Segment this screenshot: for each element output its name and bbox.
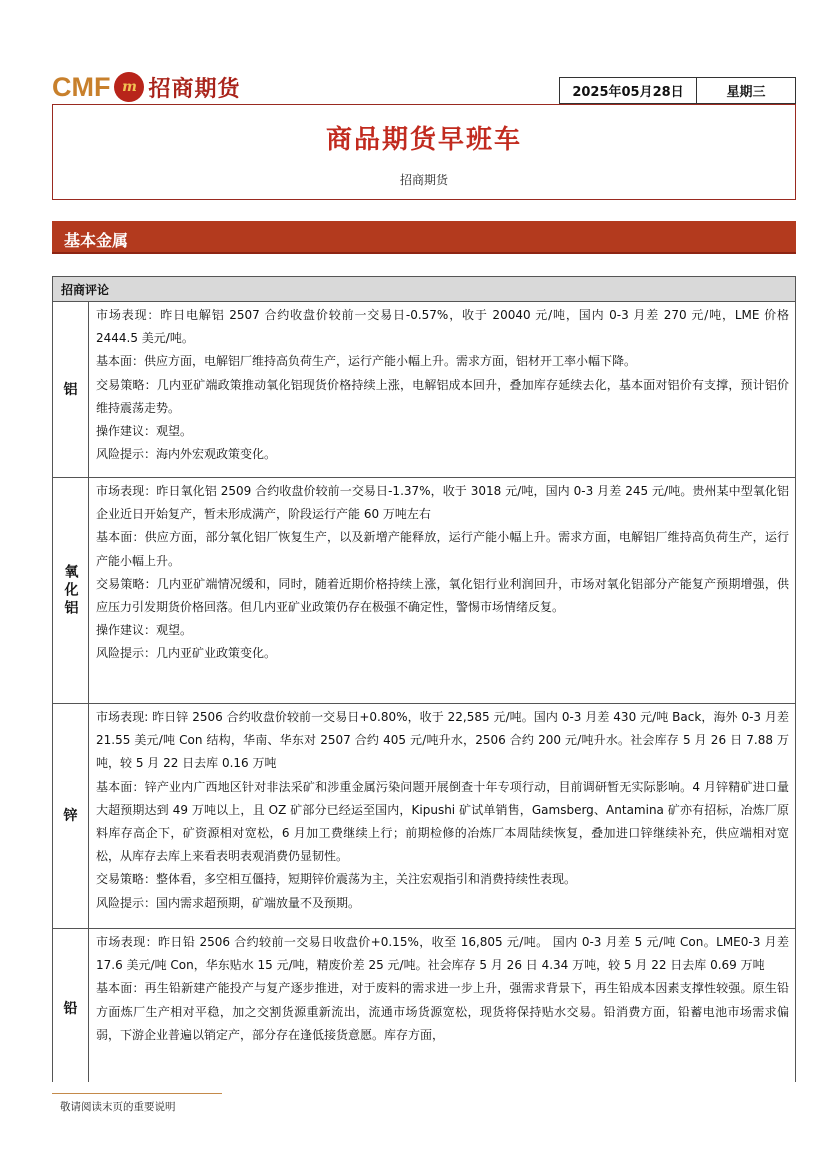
paragraph: 市场表现: 昨日锌 2506 合约收盘价较前一交易日+0.80%，收于 22,585 元/吨。国内 0-3 月差 430 元/吨 Back，海外 0-3 月差 21.55 美元/吨 Con 结构，华南、华东对 2507 合约 405 元/吨升水，2506 合约 200 元/吨升水。社会库存 5 月 26 日 7.88 万吨，较 5 月 22 日去库 0.16 万吨 (96, 710, 789, 771)
paragraph: 市场表现：昨日铅 2506 合约较前一交易日收盘价+0.15%，收至 16,805 元/吨。 国内 0-3 月差 5 元/吨 Con。LME0-3 月差 17.6 美元/吨 Con，华东贴水 15 元/吨，精废价差 25 元/吨。社会库存 5 月 26 日 4.34 万吨，较 5 月 22 日去库 0.69 万吨 (96, 935, 789, 973)
table-row-alumina (53, 478, 795, 704)
row-label-text: 氧化铝 (62, 563, 79, 618)
logo-text-cn: 招商期货 (148, 75, 241, 102)
paragraph: 交易策略：整体看，多空相互僵持，短期锌价震荡为主，关注宏观指引和消费持续性表现。 (96, 872, 577, 887)
page-title: 商品期货早班车 (325, 125, 522, 155)
paragraph: 基本面：锌产业内广西地区针对非法采矿和涉重金属污染问题开展倒查十年专项行动，目前调研暂无实际影响。4 月锌精矿进口量大超预期达到 49 万吨以上，且 OZ 矿部分已经运至国内，Kipushi 矿试单销售，Gamsberg、Antamina 矿亦有招标，冶炼厂原料库存高企下，矿资源相对宽松，6 月加工费继续上行；前期检修的冶炼厂本周陆续恢复，叠加进口锌继续补充，供应端相对宽松，从库存去库上来看表明表观消费仍显韧性。 (96, 779, 789, 864)
logo-text-en: CMF (52, 71, 111, 102)
row-label: 铝 (53, 302, 89, 477)
table-row-aluminum (53, 302, 795, 478)
footer-note: 敬请阅读末页的重要说明 (60, 1101, 176, 1113)
company-logo (52, 70, 241, 104)
paragraph: 基本面：供应方面，电解铝厂维持高负荷生产，运行产能小幅上升。需求方面，铝材开工率小幅下降。 (96, 354, 637, 369)
paragraph: 风险提示：国内需求超预期，矿端放量不及预期。 (96, 895, 361, 910)
row-body (89, 302, 795, 477)
report-date: 2025年05月28日 (560, 78, 697, 103)
paragraph: 市场表现：昨日电解铝 2507 合约收盘价较前一交易日-0.57%，收于 20040 元/吨，国内 0-3 月差 270 元/吨，LME 价格 2444.5 美元/吨。 (96, 308, 789, 346)
title-box (52, 104, 796, 200)
paragraph: 操作建议：观望。 (96, 424, 193, 439)
row-label: 铅 (53, 929, 89, 1082)
section-title: 基本金属 (64, 231, 129, 250)
table-header: 招商评论 (53, 277, 795, 302)
page-subtitle: 招商期货 (399, 173, 448, 187)
paragraph: 交易策略：几内亚矿端情况缓和，同时，随着近期价格持续上涨，氧化铝行业利润回升，市场对氧化铝部分产能复产预期增强，供应压力引发期货价格回落。但几内亚矿业政策仍存在极强不确定性，警惕市场情绪反复。 (96, 576, 789, 615)
table-row-lead (53, 929, 795, 1082)
date-box (559, 77, 796, 104)
paragraph: 交易策略：几内亚矿端政策推动氧化铝现货价格持续上涨，电解铝成本回升，叠加库存延续去化，基本面对铝价有支撑，预计铝价维持震荡走势。 (96, 377, 789, 415)
paragraph: 市场表现：昨日氧化铝 2509 合约收盘价较前一交易日-1.37%，收于 3018 元/吨，国内 0-3 月差 245 元/吨。贵州某中型氧化铝企业近日开始复产，暂未形成满产，阶段运行产能 60 万吨左右 (96, 484, 789, 522)
row-body (89, 929, 795, 1082)
paragraph: 基本面：再生铅新建产能投产与复产逐步推进，对于废料的需求进一步上升，强需求背景下，再生铅成本因素支撑性较强。原生铅方面炼厂生产相对平稳，加之交割货源重新流出，流通市场货源宽松，现货将保持贴水交易。铅消费方面，铅蓄电池市场需求偏弱，下游企业普遍以销定产，部分存在逢低接货意愿。库存方面， (96, 981, 789, 1042)
paragraph: 操作建议：观望。 (96, 623, 193, 638)
row-body (89, 704, 795, 928)
row-body (89, 478, 795, 703)
table-row-zinc (53, 704, 795, 929)
report-weekday: 星期三 (726, 85, 766, 100)
row-label: 锌 (53, 704, 89, 928)
paragraph: 风险提示：海内外宏观政策变化。 (96, 447, 277, 462)
row-label (53, 478, 89, 703)
paragraph: 基本面：供应方面，部分氧化铝厂恢复生产，以及新增产能释放，运行产能小幅上升。需求方面，电解铝厂维持高负荷生产，运行产能小幅上升。 (96, 530, 789, 568)
section-header (52, 221, 796, 254)
commentary-table (52, 276, 796, 1082)
footer-divider (52, 1093, 222, 1094)
logo-badge-icon: m (114, 72, 144, 102)
paragraph: 风险提示：几内亚矿业政策变化。 (96, 646, 277, 661)
